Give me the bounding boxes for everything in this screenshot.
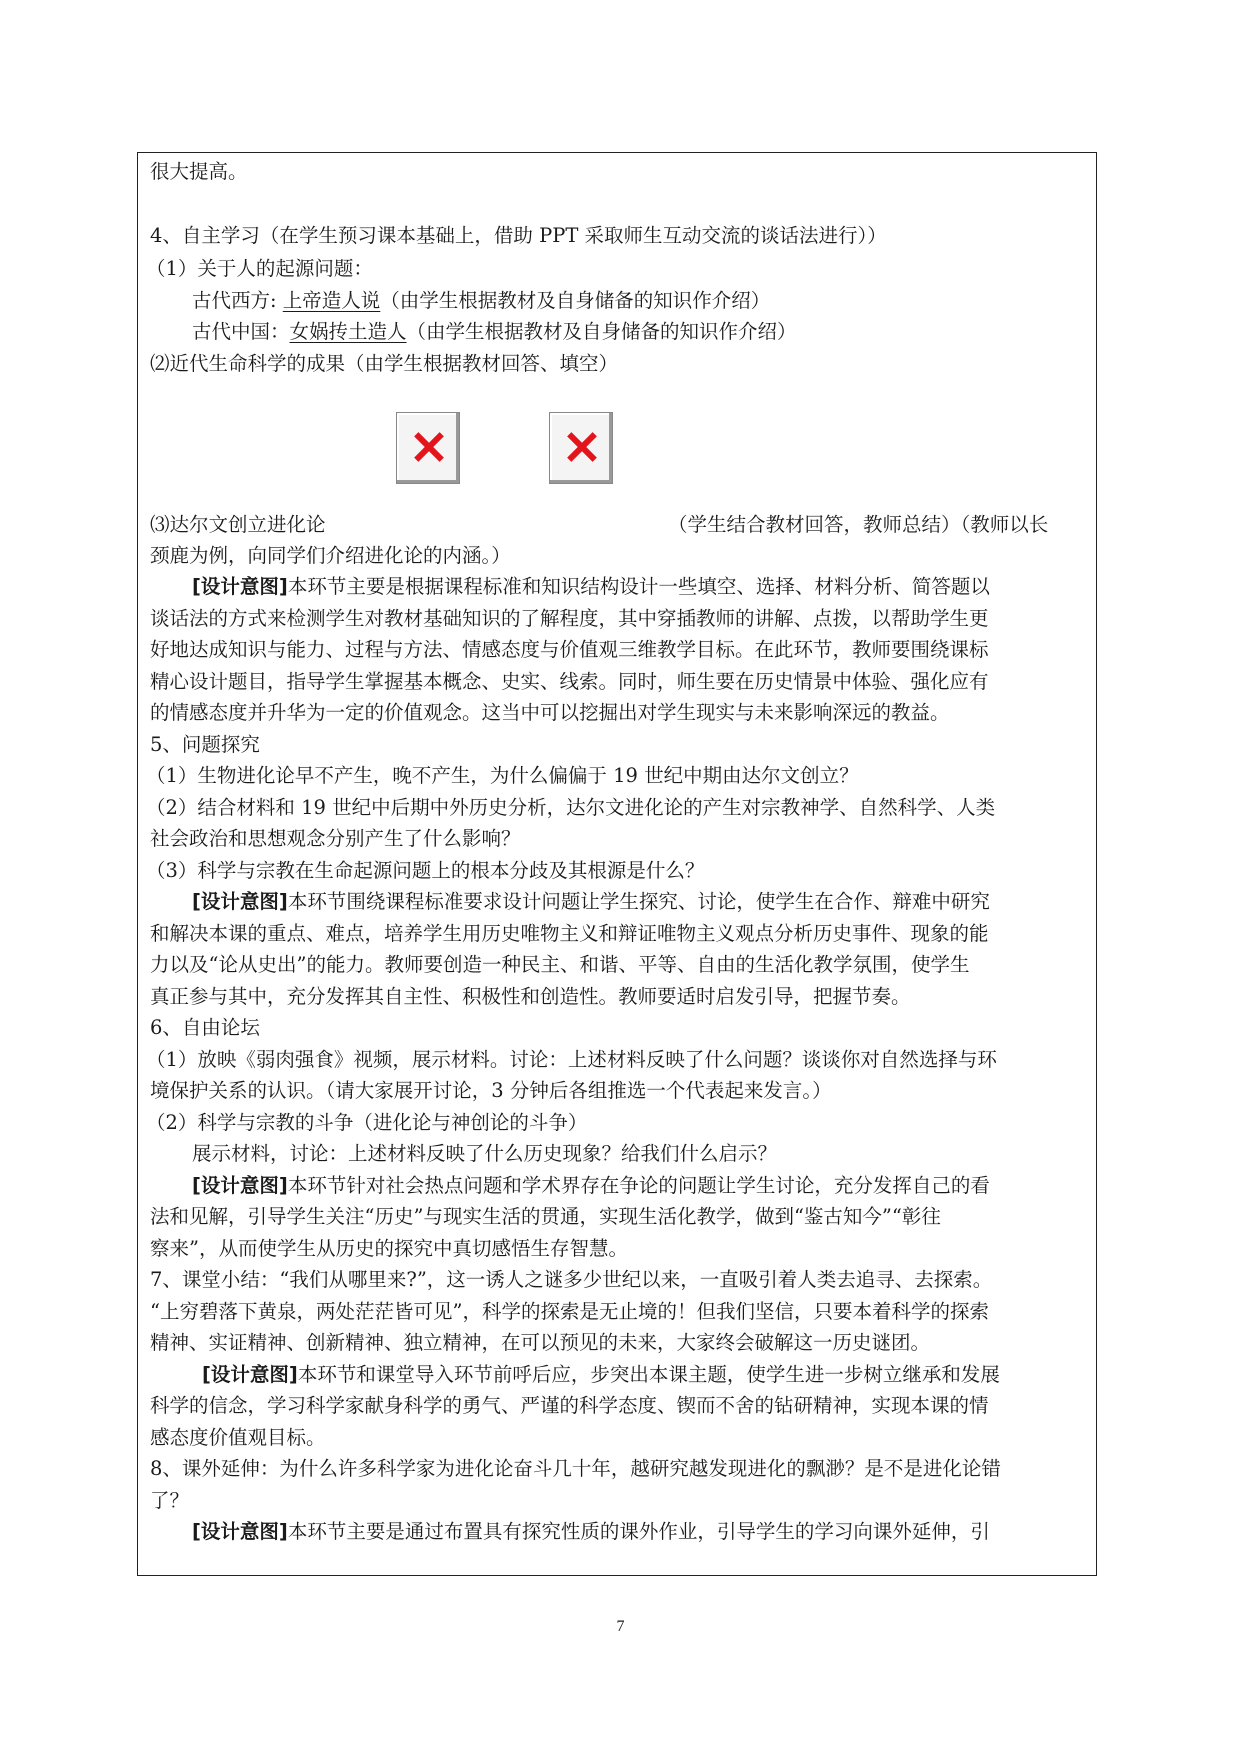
text-line: 科学的信念，学习科学家献身科学的勇气、严谨的科学态度、锲而不舍的钻研精神，实现本课的情 xyxy=(150,1394,989,1417)
text-line: [设计意图]本环节和课堂导入环节前呼后应，步突出本课主题，使学生进一步树立继承和发展 xyxy=(202,1363,1000,1386)
text-line: 精心设计题目，指导学生掌握基本概念、史实、线索。同时，师生要在历史情景中体验、强化应有 xyxy=(150,670,989,693)
broken-image-icon xyxy=(396,412,460,484)
design-intent-label: [设计意图] xyxy=(192,1520,288,1543)
text-line: 谈话法的方式来检测学生对教材基础知识的了解程度，其中穿插教师的讲解、点拨，以帮助学生更 xyxy=(150,607,989,630)
text-line: （2）结合材料和 19 世纪中后期中外历史分析，达尔文进化论的产生对宗教神学、自然科学、人类 xyxy=(146,796,996,819)
text-line: （1）关于人的起源问题： xyxy=(146,257,373,280)
text-line: （3）科学与宗教在生命起源问题上的根本分歧及其根源是什么？ xyxy=(146,859,705,882)
text-line: 真正参与其中，充分发挥其自主性、积极性和创造性。教师要适时启发引导，把握节奏。 xyxy=(150,985,911,1008)
design-intent-label: [设计意图] xyxy=(192,890,288,913)
text-line: （2）科学与宗教的斗争（进化论与神创论的斗争） xyxy=(146,1111,588,1134)
text-line: ⑶达尔文创立进化论 xyxy=(150,513,326,536)
text-line: 精神、实证精神、创新精神、独立精神，在可以预见的未来，大家终会破解这一历史谜团。 xyxy=(150,1331,931,1354)
text-line: [设计意图]本环节主要是根据课程标准和知识结构设计一些填空、选择、材料分析、简答题以 xyxy=(192,575,990,598)
text-line: 颈鹿为例，向同学们介绍进化论的内涵。） xyxy=(150,544,511,567)
text-line: 社会政治和思想观念分别产生了什么影响？ xyxy=(150,827,521,850)
underlined-answer: 上帝造人说 xyxy=(282,289,381,312)
design-intent-label: [设计意图] xyxy=(192,575,288,598)
text-line: 古代西方: 上帝造人说（由学生根据教材及自身储备的知识作介绍） xyxy=(192,289,771,312)
text-line: [设计意图]本环节针对社会热点问题和学术界存在争论的问题让学生讨论，充分发挥自己的看 xyxy=(192,1174,990,1197)
text-line: （1）放映《弱肉强食》视频，展示材料。讨论：上述材料反映了什么问题？谈谈你对自然选择与环 xyxy=(146,1048,997,1071)
text-line: [设计意图]本环节围绕课程标准要求设计问题让学生探究、讨论，使学生在合作、辩难中研究 xyxy=(192,890,990,913)
text-line: （学生结合教材回答，教师总结）（教师以长 xyxy=(668,513,1049,536)
section-heading-forum: 6、自由论坛 xyxy=(150,1016,260,1039)
design-intent-label: [设计意图] xyxy=(202,1363,298,1386)
text-line: [设计意图]本环节主要是通过布置具有探究性质的课外作业，引导学生的学习向课外延伸，引 xyxy=(192,1520,990,1543)
text-line: 古代中国：女娲抟土造人（由学生根据教材及自身储备的知识作介绍） xyxy=(192,320,797,343)
text-line: （1）生物进化论早不产生，晚不产生，为什么偏偏于 19 世纪中期由达尔文创立？ xyxy=(146,764,859,787)
text-line: 好地达成知识与能力、过程与方法、情感态度与价值观三维教学目标。在此环节，教师要围绕课标 xyxy=(150,638,989,661)
text-line: 展示材料，讨论：上述材料反映了什么历史现象？给我们什么启示？ xyxy=(192,1142,778,1165)
text-line: 了？ xyxy=(150,1489,190,1512)
text-line: ⑵近代生命科学的成果（由学生根据教材回答、填空） xyxy=(150,352,619,375)
text-line: “上穷碧落下黄泉，两处茫茫皆可见”，科学的探索是无止境的！但我们坚信，只要本着科学的探索 xyxy=(150,1300,989,1323)
text-line: 力以及“论从史出”的能力。教师要创造一种民主、和谐、平等、自由的生活化教学氛围，使学生 xyxy=(150,953,970,976)
text-line: 察来”，从而使学生从历史的探究中真切感悟生存智慧。 xyxy=(150,1237,628,1260)
text-line: 法和见解，引导学生关注“历史”与现实生活的贯通，实现生活化教学，做到“鉴古知今”“彰往 xyxy=(150,1205,941,1228)
page-number: 7 xyxy=(616,1618,625,1635)
text-line: 很大提高。 xyxy=(150,160,248,183)
text-line: 境保护关系的认识。（请大家展开讨论，3 分钟后各组推选一个代表起来发言。） xyxy=(150,1079,832,1102)
underlined-answer: 女娲抟土造人 xyxy=(289,320,407,343)
text-line: 和解决本课的重点、难点，培养学生用历史唯物主义和辩证唯物主义观点分析历史事件、现象的能 xyxy=(150,922,989,945)
section-heading-self-study: 4、自主学习（在学生预习课本基础上，借助 PPT 采取师生互动交流的谈话法进行）） xyxy=(150,224,887,247)
section-heading-summary: 7、课堂小结：“我们从哪里来?”，这一诱人之谜多少世纪以来，一直吸引着人类去追寻、去探索。 xyxy=(150,1268,993,1291)
design-intent-label: [设计意图] xyxy=(192,1174,288,1197)
broken-image-icon xyxy=(549,412,613,484)
section-heading-extension: 8、课外延伸：为什么许多科学家为进化论奋斗几十年，越研究越发现进化的飘渺？是不是进化论错 xyxy=(150,1457,1001,1480)
section-heading-inquiry: 5、问题探究 xyxy=(150,733,260,756)
text-line: 的情感态度并升华为一定的价值观念。这当中可以挖掘出对学生现实与未来影响深远的教益。 xyxy=(150,701,950,724)
text-line: 感态度价值观目标。 xyxy=(150,1426,326,1449)
